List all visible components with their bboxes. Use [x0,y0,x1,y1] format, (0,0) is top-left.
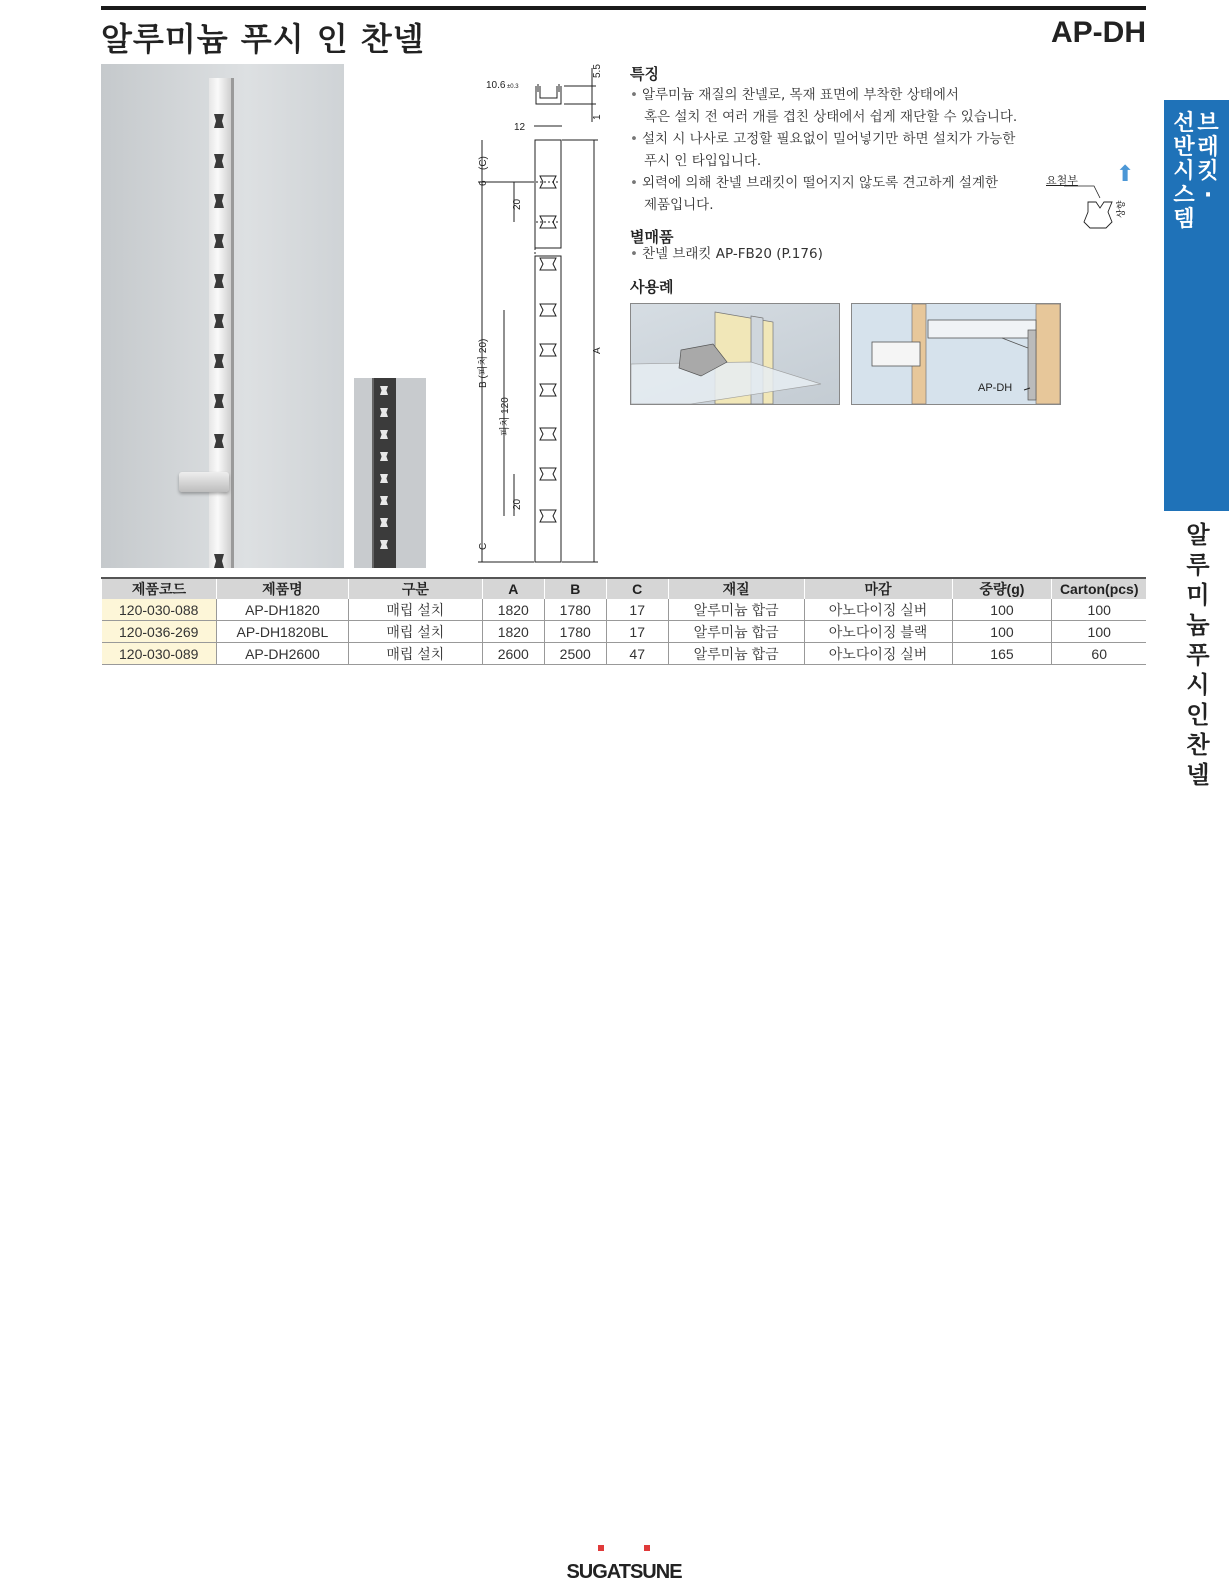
usage-image-2 [851,303,1061,405]
table-cell: AP-DH1820 [216,599,348,621]
usage-callout: AP-DH [978,382,1013,394]
table-cell: 1820 [482,599,544,621]
feature-item: • 설치 시 나사로 고정할 필요없이 밀어넣기만 하면 설치가 가능한 [630,131,1016,147]
bracket-image [179,472,229,492]
table-cell: 47 [606,643,668,665]
table-cell: 2500 [544,643,606,665]
brand-logo [564,1536,684,1584]
section-tab-label-2: 브래킷· [1197,111,1219,208]
table-cell: AP-DH1820BL [216,621,348,643]
note-label: 요철부 [1046,174,1078,187]
section-tab[interactable] [1164,100,1229,511]
feature-item: • 알루미늄 재질의 찬넬로, 목재 표면에 부착한 상태에서 [630,87,959,103]
table-cell: 60 [1052,643,1146,665]
table-cell: 매립 설치 [348,621,482,643]
bracket-profile-icon [1060,184,1140,238]
dim-width-top: 10.6 [486,80,506,91]
table-row [102,599,1147,621]
separate-item: • 찬넬 브래킷 AP-FB20 (P.176) [630,246,823,262]
technical-drawing [476,58,616,570]
table-cell: 120-036-269 [102,621,217,643]
table-cell: 1820 [482,621,544,643]
features-list: • 알루미늄 재질의 찬넬로, 목재 표면에 부착한 상태에서 혹은 설치 전 여러 개를 겹친 상태에서 쉽게 재단할 수 있습니다. • 설치 시 나사로 고정할 필요없이 밀어넣기만 하면 설치가 가능한 푸시 인 타입입니다. • 외력에 의해 찬넬 브래킷이 떨어지지 않도록 견고하게 설계한 제품입니다. [630,84,1017,216]
dim-b-pitch: B (피치 20) [478,338,489,388]
spec-table [101,577,1146,665]
table-cell: 17 [606,621,668,643]
table-row [102,643,1147,665]
table-cell: 17 [606,599,668,621]
col-header: 중량(g) [952,578,1052,599]
table-cell: 아노다이징 실버 [804,643,952,665]
section-tab-label-1: 선반시스템 [1173,111,1195,232]
section-title-vertical: 알루미늄푸시인찬넬 [1186,521,1210,789]
table-cell: 100 [952,621,1052,643]
col-header: 구분 [348,578,482,599]
dim-20-a: 20 [512,198,523,210]
features-heading: 특징 [630,65,659,83]
col-header: 재질 [668,578,804,599]
arrow-up-icon: ⬆ [1116,162,1135,187]
col-header: 제품명 [216,578,348,599]
dim-12: 12 [514,122,526,133]
brand-name: SUGATSUNE [566,1561,682,1583]
table-cell: AP-DH2600 [216,643,348,665]
col-header: 마감 [804,578,952,599]
product-photo-silver [101,64,344,568]
table-cell: 120-030-088 [102,599,217,621]
dim-c-paren: (C) [478,156,489,170]
model-code: AP-DH [1051,16,1146,49]
table-cell: 1780 [544,621,606,643]
page-title: 알루미늄 푸시 인 찬넬 [101,20,425,58]
dim-tolerance: ±0.3 [507,84,519,90]
table-cell: 100 [1052,599,1146,621]
usage-image-1 [630,303,840,405]
usage-heading: 사용례 [630,278,674,296]
channel-rail-image [209,78,234,568]
table-cell: 165 [952,643,1052,665]
note-direction: 상향 [1117,200,1127,218]
table-cell: 100 [952,599,1052,621]
dim-6: 6 [478,180,489,186]
feature-item: • 외력에 의해 찬넬 브래킷이 떨어지지 않도록 견고하게 설계한 [630,175,999,191]
dim-a: A [592,347,603,354]
header-rule [101,6,1146,10]
col-header: Carton(pcs) [1052,578,1146,599]
dim-20-b: 20 [512,498,523,510]
table-cell: 2600 [482,643,544,665]
table-header-row [102,578,1147,599]
separate-heading: 별매품 [630,228,674,246]
col-header: A [482,578,544,599]
dim-c: C [478,542,489,550]
product-photo-black [354,378,426,568]
table-cell: 알루미늄 합금 [668,599,804,621]
col-header: B [544,578,606,599]
table-cell: 알루미늄 합금 [668,621,804,643]
separate-list [630,243,823,265]
table-cell: 매립 설치 [348,599,482,621]
dim-pitch-120: 피치 120 [500,397,511,436]
col-header: 제품코드 [102,578,217,599]
table-cell: 1780 [544,599,606,621]
dim-1: 1 [592,114,603,120]
table-cell: 알루미늄 합금 [668,643,804,665]
table-cell: 아노다이징 블랙 [804,621,952,643]
table-row [102,621,1147,643]
table-cell: 아노다이징 실버 [804,599,952,621]
col-header: C [606,578,668,599]
table-cell: 매립 설치 [348,643,482,665]
table-cell: 120-030-089 [102,643,217,665]
dim-height-top: 5.5 [592,64,603,78]
table-cell: 100 [1052,621,1146,643]
